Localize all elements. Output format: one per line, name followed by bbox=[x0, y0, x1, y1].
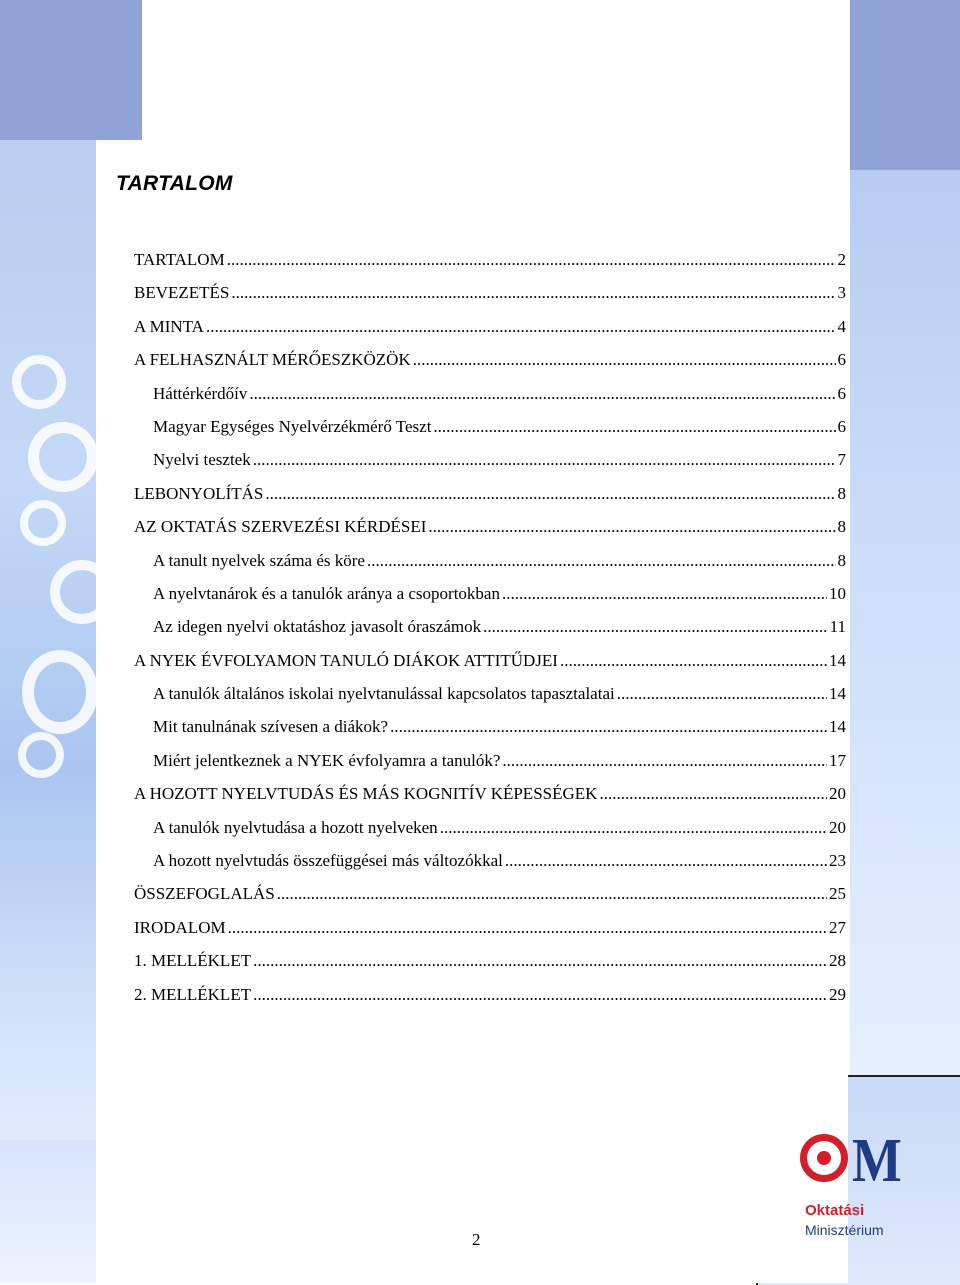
toc-leader-dots bbox=[231, 283, 835, 303]
toc-leader-dots bbox=[253, 985, 827, 1005]
toc-entry-label: A MINTA bbox=[134, 316, 204, 336]
toc-entry-label: ÖSSZEFOGLALÁS bbox=[134, 884, 275, 904]
toc-leader-dots bbox=[367, 551, 836, 571]
toc-entry-page: 20 bbox=[829, 817, 846, 837]
logo-m-letter: M bbox=[852, 1127, 902, 1195]
toc-entry[interactable] bbox=[134, 350, 846, 383]
decorative-ring bbox=[12, 355, 66, 409]
toc-entry-label: Nyelvi tesztek bbox=[153, 450, 251, 470]
toc-entry[interactable] bbox=[134, 417, 846, 450]
toc-entry-label: LEBONYOLÍTÁS bbox=[134, 483, 264, 503]
toc-entry[interactable] bbox=[134, 751, 846, 784]
toc-leader-dots bbox=[433, 417, 835, 437]
toc-entry[interactable] bbox=[134, 985, 846, 1018]
toc-entry-label: A tanulók nyelvtudása a hozott nyelveken bbox=[153, 817, 438, 837]
toc-entry-label: Miért jelentkeznek a NYEK évfolyamra a tanulók? bbox=[153, 750, 501, 770]
toc-entry-label: IRODALOM bbox=[134, 917, 226, 937]
toc-entry[interactable] bbox=[134, 684, 846, 717]
toc-entry-page: 25 bbox=[829, 884, 846, 904]
toc-leader-dots bbox=[390, 717, 827, 737]
toc-entry[interactable] bbox=[134, 384, 846, 417]
background-band-top-left bbox=[0, 0, 142, 140]
toc-leader-dots bbox=[413, 350, 836, 370]
toc-entry[interactable] bbox=[134, 317, 846, 350]
toc-leader-dots bbox=[502, 751, 827, 771]
toc-leader-dots bbox=[599, 784, 827, 804]
toc-entry[interactable] bbox=[134, 250, 846, 283]
toc-entry[interactable] bbox=[134, 484, 846, 517]
toc-entry-label: 1. MELLÉKLET bbox=[134, 951, 252, 971]
toc-leader-dots bbox=[227, 250, 836, 270]
toc-leader-dots bbox=[253, 951, 827, 971]
toc-entry-label: BEVEZETÉS bbox=[134, 283, 230, 303]
toc-entry-page: 7 bbox=[837, 450, 846, 470]
toc-entry-label: Háttérkérdőív bbox=[153, 383, 248, 403]
toc-entry-page: 4 bbox=[837, 316, 846, 336]
toc-entry-label: A nyelvtanárok és a tanulók aránya a csoportokban bbox=[153, 583, 500, 603]
table-of-contents bbox=[134, 250, 846, 1018]
toc-entry-page: 14 bbox=[829, 650, 846, 670]
toc-entry-label: A tanult nyelvek száma és köre bbox=[153, 550, 365, 570]
toc-entry-label: 2. MELLÉKLET bbox=[134, 984, 252, 1004]
toc-entry-label: AZ OKTATÁS SZERVEZÉSI KÉRDÉSEI bbox=[134, 517, 427, 537]
ministry-logo bbox=[797, 1127, 917, 1245]
decorative-ring bbox=[18, 732, 64, 778]
toc-entry-label: Magyar Egységes Nyelvérzékmérő Teszt bbox=[153, 416, 432, 436]
toc-entry-label: A hozott nyelvtudás összefüggései más változókkal bbox=[153, 851, 503, 871]
toc-leader-dots bbox=[440, 818, 827, 838]
toc-entry-page: 11 bbox=[829, 617, 846, 637]
toc-leader-dots bbox=[502, 584, 827, 604]
toc-entry-page: 28 bbox=[829, 951, 846, 971]
toc-leader-dots bbox=[249, 384, 835, 404]
toc-leader-dots bbox=[483, 617, 828, 637]
background-band-top-right bbox=[850, 0, 960, 170]
toc-leader-dots bbox=[560, 651, 827, 671]
toc-entry[interactable] bbox=[134, 784, 846, 817]
toc-entry[interactable] bbox=[134, 584, 846, 617]
toc-entry-label: Az idegen nyelvi oktatáshoz javasolt óraszámok bbox=[153, 617, 482, 637]
toc-entry-label: TARTALOM bbox=[134, 250, 225, 269]
decorative-ring bbox=[28, 422, 98, 492]
toc-entry-page: 6 bbox=[837, 416, 846, 436]
toc-entry-label: A HOZOTT NYELVTUDÁS ÉS MÁS KOGNITÍV KÉPESSÉGEK bbox=[134, 784, 598, 804]
toc-entry[interactable] bbox=[134, 951, 846, 984]
toc-entry[interactable] bbox=[134, 651, 846, 684]
toc-entry[interactable] bbox=[134, 450, 846, 483]
toc-entry-label: A NYEK ÉVFOLYAMON TANULÓ DIÁKOK ATTITŰDJEI bbox=[134, 650, 558, 670]
page-title: TARTALOM bbox=[116, 172, 233, 195]
toc-leader-dots bbox=[428, 517, 835, 537]
toc-entry[interactable] bbox=[134, 283, 846, 316]
logo-o-mark-icon bbox=[800, 1134, 848, 1182]
decorative-ring bbox=[20, 500, 66, 546]
toc-leader-dots bbox=[253, 450, 836, 470]
logo-text-line2: Minisztérium bbox=[805, 1222, 884, 1238]
toc-entry-page: 27 bbox=[829, 917, 846, 937]
toc-leader-dots bbox=[277, 884, 827, 904]
toc-entry-page: 20 bbox=[829, 784, 846, 804]
background-band-right bbox=[850, 170, 960, 1075]
toc-entry[interactable] bbox=[134, 918, 846, 951]
toc-entry-page: 8 bbox=[837, 517, 846, 537]
toc-entry-label: A FELHASZNÁLT MÉRŐESZKÖZÖK bbox=[134, 350, 411, 370]
toc-entry-page: 6 bbox=[837, 350, 846, 370]
toc-entry-page: 8 bbox=[837, 483, 846, 503]
toc-leader-dots bbox=[265, 484, 835, 504]
toc-entry-page: 3 bbox=[837, 283, 846, 303]
page-number: 2 bbox=[472, 1230, 481, 1249]
toc-entry[interactable] bbox=[134, 818, 846, 851]
toc-entry[interactable] bbox=[134, 851, 846, 884]
toc-leader-dots bbox=[617, 684, 827, 704]
toc-leader-dots bbox=[505, 851, 827, 871]
toc-entry-page: 14 bbox=[829, 717, 846, 737]
toc-entry[interactable] bbox=[134, 517, 846, 550]
toc-entry-label: A tanulók általános iskolai nyelvtanulással kapcsolatos tapasztalatai bbox=[153, 684, 615, 704]
toc-entry-page: 23 bbox=[829, 851, 846, 871]
toc-entry[interactable] bbox=[134, 617, 846, 650]
toc-entry[interactable] bbox=[134, 551, 846, 584]
toc-entry[interactable] bbox=[134, 884, 846, 917]
toc-entry-page: 29 bbox=[829, 984, 846, 1004]
decorative-ring bbox=[22, 650, 98, 734]
logo-text-line1: Oktatási bbox=[805, 1202, 865, 1219]
toc-entry[interactable] bbox=[134, 717, 846, 750]
toc-leader-dots bbox=[228, 918, 827, 938]
toc-entry-page: 14 bbox=[829, 684, 846, 704]
toc-entry-page: 6 bbox=[837, 383, 846, 403]
toc-entry-page: 10 bbox=[829, 583, 846, 603]
toc-entry-page: 8 bbox=[837, 550, 846, 570]
toc-entry-page: 2 bbox=[837, 250, 846, 269]
toc-entry-label: Mit tanulnának szívesen a diákok? bbox=[153, 717, 389, 737]
toc-entry-page: 17 bbox=[829, 750, 846, 770]
toc-leader-dots bbox=[206, 317, 836, 337]
